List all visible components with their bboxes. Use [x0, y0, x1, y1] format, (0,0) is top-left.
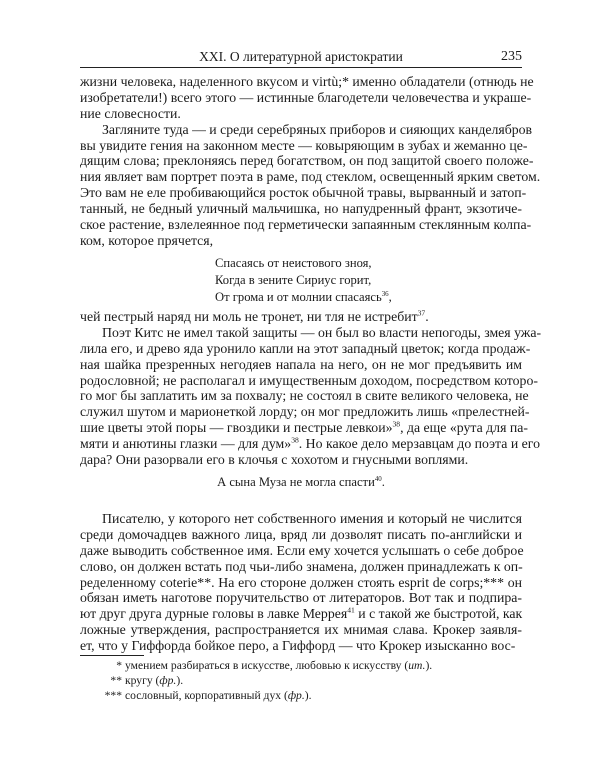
footnote-rule	[80, 655, 144, 656]
text-line: Писателю, у которого нет собственного имения и который не числится	[102, 511, 522, 526]
footnote	[80, 658, 432, 673]
footnote-marker: *	[116, 659, 122, 672]
body-text-3	[80, 511, 522, 654]
text-line: Это вам не еле пробивающийся росток обычной травы, вырванный и затоп-	[80, 185, 527, 201]
text-line: чей пестрый наряд ни моль не тронет, ни тля не истребит$^{37}$.	[80, 308, 429, 324]
text-line: ют друг друга дурные головы в лавке Меррея$^{41}$ и с такой же быстротой, как	[80, 605, 523, 622]
text-line: ложные утверждения, распространяется их мнимая слава. Крокер заявля-	[80, 622, 522, 638]
footnote-marker: ***	[104, 689, 122, 702]
text-line: дящим слова; преклоняясь перед богатством, он под защитой своего положе-	[80, 153, 534, 169]
text-line: среди домочадцев важного лица, вряд ли дозволят писать по-английски и	[80, 526, 522, 542]
footnote-marker: **	[110, 674, 122, 687]
footnote-text: сословный, корпоративный дух (фр.).	[125, 689, 312, 702]
text-line: слово, он должен встать под чьи-либо знамена, должен принадлежать к оп-	[80, 558, 523, 574]
poem-line: От грома и от молнии спасаясь$^{36}$,	[215, 290, 392, 304]
italic-abbr: фр.	[287, 689, 305, 702]
poem-quote	[215, 255, 392, 306]
italic-abbr: ит.	[408, 659, 426, 672]
poem-line: Спасаясь от неистового зноя,	[215, 256, 372, 270]
text-line: служил шутом и марионеткой лорду; он мог предложить лишь «прелестней-	[80, 404, 530, 420]
page-number: 235	[501, 49, 522, 64]
text-line: ком, которое прячется,	[80, 232, 214, 248]
text-line: шие цветы этой поры — гвоздики и пестрые левкои»$^{38}$, да еще «рута для па-	[80, 419, 528, 436]
text-line: ределенному coterie**. На его стороне должен стоять esprit de corps;*** он	[80, 574, 522, 590]
verse-quote: А сына Муза не могла спасти$^{40}$.	[217, 475, 385, 489]
text-line: изобретатели!) всего этого — истинные благодетели человечества и украше-	[80, 89, 532, 105]
footnote-text: умением разбираться в искусстве, любовью к искусству (ит.).	[125, 659, 433, 672]
chapter-title: XXI. О литературной аристократии	[199, 49, 403, 64]
text-line: ние словесности.	[80, 105, 181, 121]
footnote-ref: 40	[374, 475, 382, 483]
footnote	[80, 673, 432, 688]
text-line: обязан иметь наготове поручительство от литераторов. Вот так и подпира-	[80, 590, 522, 606]
text-line: Поэт Китс не имел такой защиты — он был во власти непогоды, змея ужа-	[102, 324, 542, 340]
running-header	[80, 49, 522, 65]
text-line: родословной; не располагал и имущественным доходом, посредством которо-	[80, 372, 538, 388]
footnote-ref: 37	[417, 308, 426, 318]
footnote-ref: 38	[291, 435, 299, 445]
text-line: жизни человека, наделенного вкусом и virtù;* именно обладатели (отнюдь не	[80, 74, 534, 89]
text-line: танный, не бедный уличный мальчишка, но напудренный франт, экзотиче-	[80, 201, 522, 217]
text-line: ет, что у Гиффорда бойкое перо, а Гиффорд — что Крокер изысканно вос-	[80, 638, 516, 654]
text-line: вы увидите гения на законном месте — ковыряющим в зубах и жеманно це-	[80, 137, 528, 153]
text-line: ское растение, взлелеянное под герметически запаянным стеклянным колпа-	[80, 217, 532, 233]
body-text-2	[80, 308, 542, 468]
footnote-ref: 36	[381, 290, 389, 298]
poem-line: Когда в зените Сириус горит,	[215, 273, 372, 287]
text-line: дара? Они разорвали его в клочья с хохотом и гнусными воплями.	[80, 452, 469, 468]
text-line: ная шайка презренных негодяев напала на него, он не мог предъявить им	[80, 356, 522, 372]
text-line: мяти и анютины глазки — для дум»$^{38}$. Но какое дело мерзавцам до поэта и его	[80, 435, 540, 452]
footnote	[80, 688, 432, 703]
body-text-1	[80, 74, 541, 249]
header-rule	[80, 67, 522, 68]
text-line: го мог бы заплатить им за похвалу; не состоял в свите великого человека, не	[80, 388, 529, 404]
footnote-text: кругу (фр.).	[125, 674, 184, 687]
footnote-ref: 38	[392, 419, 401, 429]
text-line: даже выводить собственное имя. Если ему хочется услышать о себе доброе	[80, 542, 524, 558]
text-line: ния являет вам портрет поэта в раме, под стеклом, освещенный ярким светом.	[80, 169, 541, 185]
footnotes	[80, 658, 432, 703]
text-line: лила его, и древо яда уронило капли на этот западный цветок; когда продаж-	[80, 340, 531, 356]
footnote-ref: 41	[347, 605, 355, 615]
italic-abbr: фр.	[159, 674, 177, 687]
text-line: Загляните туда — и среди серебряных приборов и сияющих канделябров	[102, 121, 533, 137]
